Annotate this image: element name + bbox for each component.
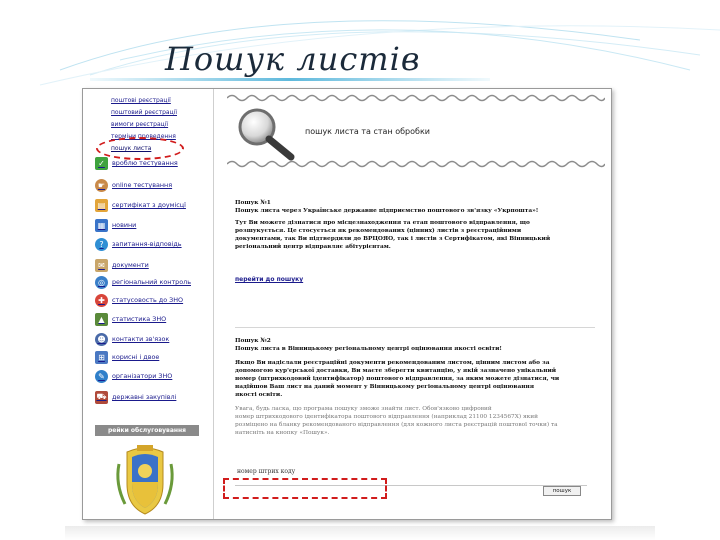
main-content xyxy=(223,89,607,519)
sidebar-item-label: статусовость до ЗНО xyxy=(112,296,184,304)
question-icon: ? xyxy=(95,238,108,251)
sidebar-item-label: організатори ЗНО xyxy=(112,372,173,380)
sidebar-item-organizers[interactable] xyxy=(95,368,172,384)
sidebar-item-requirements[interactable]: вимоги реєстрації xyxy=(111,121,169,128)
document-icon: ✉ xyxy=(95,259,108,272)
sidebar-item-registration-1[interactable]: поштові реєстрації xyxy=(111,97,171,104)
sidebar-item-online-testing[interactable] xyxy=(95,177,172,193)
lifebuoy-icon: ✚ xyxy=(95,294,108,307)
checkmark-icon: ✓ xyxy=(95,157,108,170)
organizer-icon: ✎ xyxy=(95,370,108,383)
certificate-icon: ▤ xyxy=(95,199,108,212)
coat-of-arms-emblem xyxy=(113,444,177,516)
sidebar-item-contacts[interactable] xyxy=(95,331,169,347)
sidebar-item-label: online тестування xyxy=(112,181,173,189)
sidebar-item-documents[interactable] xyxy=(95,257,149,273)
chart-icon: ▲ xyxy=(95,313,108,326)
search-1-text-line: Тут Ви можете дізнатися про місцезнаходження та етап поштового відправлення, що xyxy=(235,220,530,226)
cart-icon: ⛟ xyxy=(95,391,108,404)
search-2-instruction-line: розміщено на бланку рекомендованого відправлення (для кожного листа реєстрацій поштової точки) та xyxy=(235,422,558,428)
sidebar-item-zno-statistics[interactable] xyxy=(95,311,166,327)
reflection xyxy=(65,526,655,540)
divider xyxy=(235,327,595,328)
sidebar-item-certificate[interactable] xyxy=(95,197,186,213)
sidebar-item-label: вроблю тестування xyxy=(112,159,178,167)
sidebar-item-label: новини xyxy=(112,221,137,229)
search-2-instruction-line: натисніть на кнопку «Пошук». xyxy=(235,430,330,436)
hand-icon: ☛ xyxy=(95,179,108,192)
sidebar-banner: рейки обслуговування xyxy=(95,425,199,436)
search-2-instruction-line: номер штрихкодового ідентифікатора поштового відправлення (наприклад 21100 1234567Х) який xyxy=(235,414,538,420)
highlight-box xyxy=(223,478,387,499)
sidebar-item-dates[interactable]: терміни проведення xyxy=(111,133,176,140)
sidebar-item-label: корисні і двое xyxy=(112,353,160,361)
decorative-wave-bottom xyxy=(227,159,605,169)
sidebar xyxy=(83,89,214,519)
search-block-1 xyxy=(235,199,585,251)
sidebar-item-registration-2[interactable]: поштовий реєстрації xyxy=(111,109,177,116)
search-2-title: Пошук №2 xyxy=(235,338,271,344)
search-2-subtitle: Пошук листа в Вінницькому регіональному центрі оцінювання якості освіти! xyxy=(235,346,502,352)
sidebar-item-label: регіональний контроль xyxy=(112,278,191,286)
globe-icon: ◎ xyxy=(95,276,108,289)
sidebar-item-faq[interactable] xyxy=(95,236,182,252)
sidebar-item-zno-status[interactable] xyxy=(95,292,183,308)
search-button[interactable]: пошук xyxy=(543,486,581,496)
search-2-text-line: надійшов Ваш лист на даний момент у Вінницькому регіональному центрі оцінювання xyxy=(235,384,534,390)
sidebar-item-regional-control[interactable] xyxy=(95,274,191,290)
search-1-text-line: розшукується. Це стосується як рекомендованих (цінних) листів з реєстраційними xyxy=(235,228,522,234)
page-heading: пошук листа та стан обробки xyxy=(305,127,430,136)
decorative-wave-top xyxy=(227,93,605,103)
sidebar-item-label: запитання-відповідь xyxy=(112,240,182,248)
slide-title: Пошук листів xyxy=(165,40,421,78)
search-block-2 xyxy=(235,337,585,437)
sidebar-item-label: статистика ЗНО xyxy=(112,315,167,323)
sidebar-item-label: сертифікат з доумісцї xyxy=(112,201,186,209)
search-2-text-line: якості освіти. xyxy=(235,392,283,398)
news-icon: ▦ xyxy=(95,219,108,232)
sidebar-item-testing[interactable] xyxy=(95,155,178,171)
sidebar-item-label: документи xyxy=(112,261,149,269)
sidebar-item-links[interactable] xyxy=(95,349,159,365)
magnifier-icon xyxy=(231,103,301,163)
website-screenshot xyxy=(82,88,612,520)
sidebar-item-letter-search[interactable]: пошук листа xyxy=(111,145,152,152)
search-2-text-line: допомогою кур'єрської доставки, Ви маєте зберегти квитанцію, у якій зазначено унікальний xyxy=(235,368,557,374)
people-icon: ☻ xyxy=(95,333,108,346)
search-2-text-line: Якщо Ви надіслали реєстраційні документи рекомендованим листом, цінним листом або за xyxy=(235,360,550,366)
search-1-text-line: документами, так Ви підтвердили до ВРЦОЯО, так і листів з Сертифікатом, які Вінницький xyxy=(235,236,551,242)
title-underline xyxy=(90,78,490,81)
search-1-subtitle: Пошук листа через Українське державне підприємство поштового зв'язку «Укрпошта»! xyxy=(235,208,539,214)
search-1-title: Пошук №1 xyxy=(235,200,271,206)
sidebar-item-label: державні закупівлі xyxy=(112,393,177,401)
sidebar-item-label: контакти зв'язок xyxy=(112,335,170,343)
search-2-text-line: номер (штрихкодовий ідентифікатор) поштового відправлення, за яким можете дізнатися, чи xyxy=(235,376,560,382)
search-2-instruction-line: Увага, будь ласка, що програма пошуку зможе знайти лист. Обов'язково цифровий xyxy=(235,406,492,412)
sidebar-item-procurement[interactable] xyxy=(95,389,176,405)
search-1-text-line: регіональний центр відправляє абітурієнтам. xyxy=(235,244,391,250)
barcode-field-label: номер штрих коду xyxy=(237,468,296,475)
network-icon: ⊞ xyxy=(95,351,108,364)
sidebar-item-news[interactable] xyxy=(95,217,136,233)
go-to-search-link[interactable]: перейти до пошуку xyxy=(235,276,304,283)
